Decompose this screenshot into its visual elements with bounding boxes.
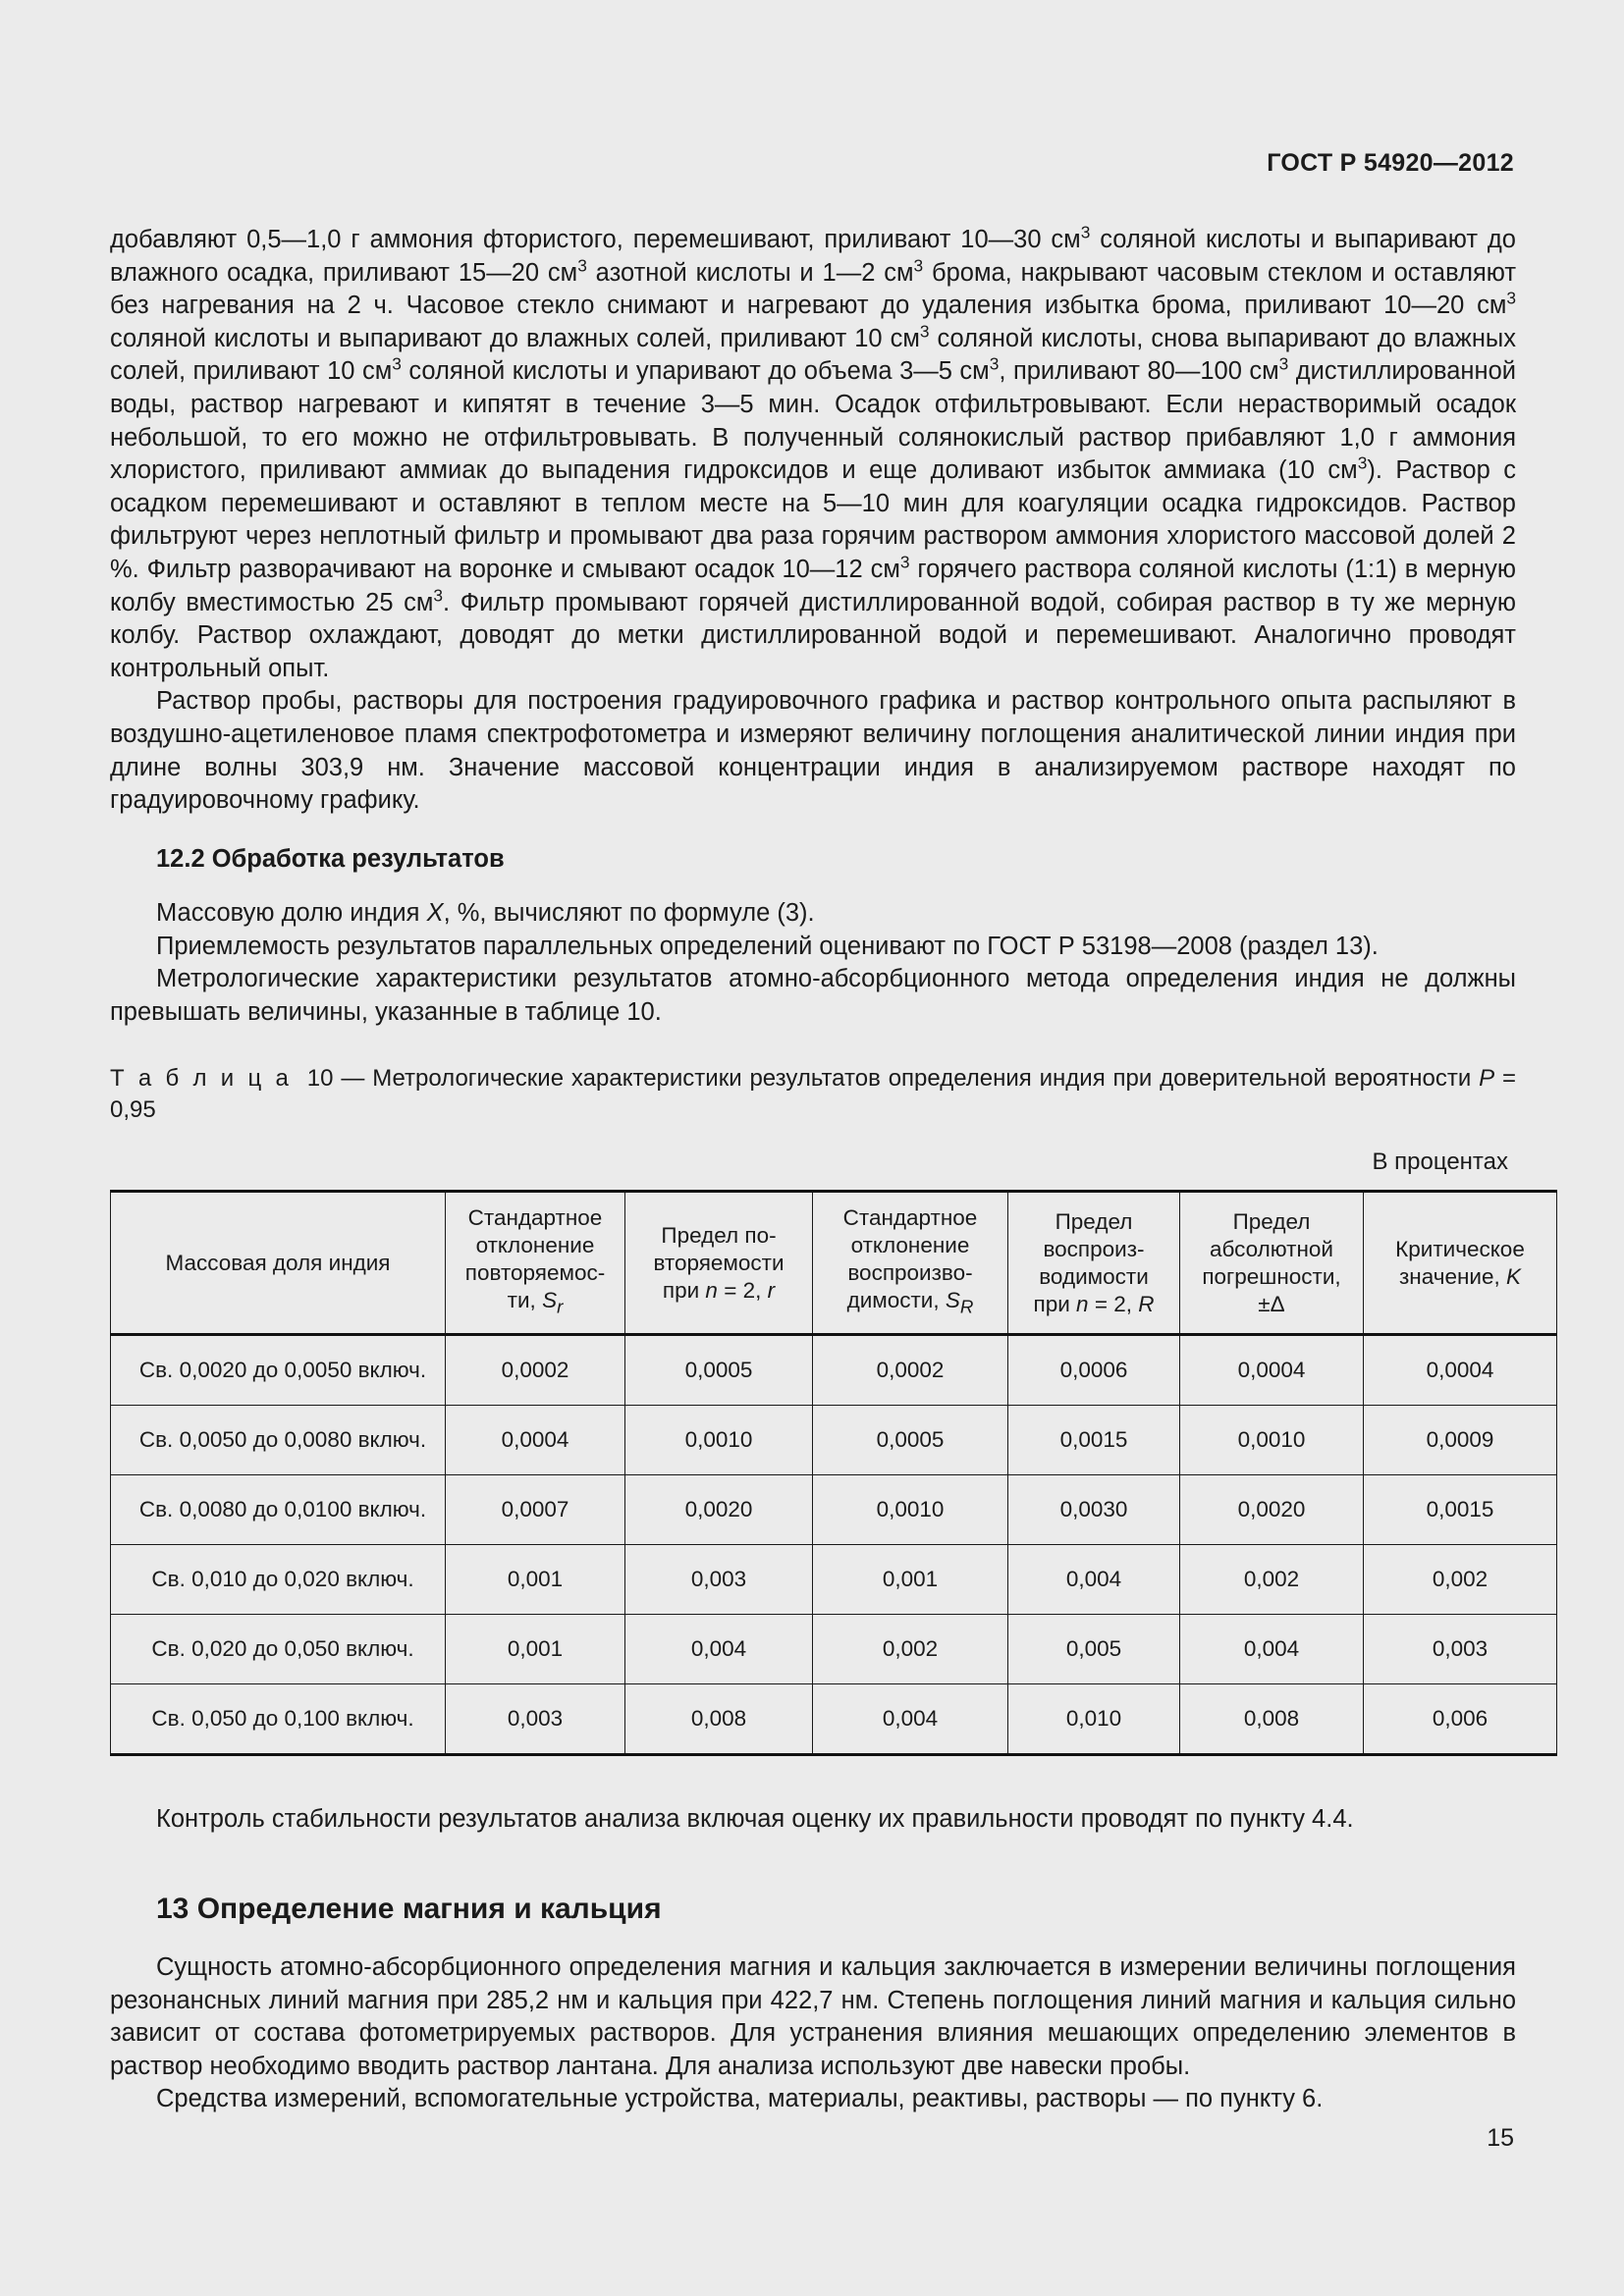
header-line-2: воспроиз- xyxy=(1043,1236,1145,1261)
page-number: 15 xyxy=(1487,2124,1514,2152)
paragraph-acceptability: Приемлемость результатов параллельных определений оценивают по ГОСТ Р 53198—2008 (раздел 13). xyxy=(156,932,1379,960)
header-line-3: погрешности, xyxy=(1202,1263,1341,1289)
table-cell-value: 0,004 xyxy=(1180,1614,1364,1683)
table-caption-tail: = 0,95 xyxy=(110,1064,1517,1123)
table-header-row xyxy=(111,1192,1557,1335)
section-heading-12-2: 12.2 Обработка результатов xyxy=(156,844,505,873)
table-row xyxy=(111,1334,1557,1405)
table-cell-value: 0,0009 xyxy=(1364,1405,1557,1474)
table-row xyxy=(111,1544,1557,1614)
table-cell-value: 0,0020 xyxy=(1180,1474,1364,1544)
table-cell-value: 0,002 xyxy=(1180,1544,1364,1614)
table-caption-number: 10 xyxy=(306,1064,334,1092)
table-header-row-group xyxy=(111,1192,1557,1335)
header-line-1: Критическое xyxy=(1395,1236,1525,1261)
variable-x: X xyxy=(426,899,444,928)
spacer-before-table-caption xyxy=(110,1030,1516,1063)
table-cell-value: 0,0030 xyxy=(1008,1474,1180,1544)
paragraph-stability-control: Контроль стабильности результатов анализа включая оценку их правильности проводят по пункту 4.4. xyxy=(156,1804,1354,1833)
header-line-1: Стандартное xyxy=(467,1205,603,1231)
table-cell-range: Св. 0,050 до 0,100 включ. xyxy=(111,1683,446,1754)
table-row xyxy=(111,1474,1557,1544)
table-cell-value: 0,0002 xyxy=(813,1334,1008,1405)
page-header-standard-number: ГОСТ Р 54920—2012 xyxy=(1267,149,1514,177)
table-cell-range: Св. 0,0080 до 0,0100 включ. xyxy=(111,1474,446,1544)
header-line-1: Предел xyxy=(1232,1208,1311,1234)
header-line-2: отклонение xyxy=(850,1233,970,1258)
table-cell-value: 0,0007 xyxy=(446,1474,625,1544)
header-line-3: водимости xyxy=(1039,1263,1149,1289)
header-line-3: повторяемос- xyxy=(464,1260,606,1286)
paragraph-magnesium-calcium-essence: Сущность атомно-абсорбционного определения магния и кальция заключается в измерении величины поглощения резонансных линий магния при 285,2 нм и кальция при 422,7 нм. Степень поглощения линий магния и кальция сильно зависит от состава фотометрируемых растворов. Для устранения влияния мешающих определению элементов в раствор необходимо вводить раствор лантана. Для анализа используют две навески пробы. xyxy=(110,1952,1516,2080)
paragraph-mass-fraction-formula xyxy=(110,897,1516,931)
table-cell-value: 0,005 xyxy=(1008,1614,1180,1683)
header-line-4: димости, $S_R$ xyxy=(846,1288,974,1317)
header-line-3: воспроизво- xyxy=(847,1260,973,1286)
table-cell-range: Св. 0,020 до 0,050 включ. xyxy=(111,1614,446,1683)
table-cell-value: 0,001 xyxy=(813,1544,1008,1614)
header-line-4: ти, $S_r$ xyxy=(507,1288,564,1317)
table-cell-value: 0,002 xyxy=(813,1614,1008,1683)
header-line-3: при n = 2, r xyxy=(662,1277,776,1303)
paragraph-metrological-characteristics: Метрологические характеристики результатов атомно-абсорбционного метода определения индия не должны превышать величины, указанные в таблице 10. xyxy=(110,965,1516,1027)
table-body xyxy=(111,1334,1557,1754)
header-line-4: при n = 2, R xyxy=(1033,1291,1155,1316)
header-line-2: отклонение xyxy=(475,1233,595,1258)
table-caption-text: — Метрологические характеристики результатов определения индия при доверительной вероятности xyxy=(341,1064,1480,1092)
para3-prefix: Массовую долю индия xyxy=(156,899,427,928)
header-line-2: значение, K xyxy=(1398,1263,1522,1289)
table-cell-value: 0,0010 xyxy=(813,1474,1008,1544)
table-cell-range: Св. 0,010 до 0,020 включ. xyxy=(111,1544,446,1614)
column-header-absolute-error-limit xyxy=(1180,1192,1364,1335)
table-10-caption xyxy=(110,1063,1516,1126)
table-cell-range: Св. 0,0050 до 0,0080 включ. xyxy=(111,1405,446,1474)
spacer-after-table xyxy=(110,1756,1516,1803)
header-line-1: Предел по- xyxy=(661,1222,777,1248)
paragraph-measurement-procedure: Раствор пробы, растворы для построения градуировочного графика и раствор контрольного опыта распыляют в воздушно-ацетиленовое пламя спектрофотометра и измеряют величину поглощения аналитической линии индия при длине волны 303,9 нм. Значение массовой концентрации индия в анализируемом растворе находят по градуировочному графику. xyxy=(110,687,1516,815)
column-header-reproducibility-limit xyxy=(1008,1192,1180,1335)
header-line-1: Стандартное xyxy=(842,1205,978,1231)
table-cell-value: 0,0005 xyxy=(625,1334,813,1405)
table-units-note: В процентах xyxy=(1372,1148,1508,1175)
table-cell-value: 0,003 xyxy=(625,1544,813,1614)
header-line-2: абсолютной xyxy=(1210,1236,1333,1261)
column-header-repeatability-limit xyxy=(625,1192,813,1335)
table-cell-value: 0,003 xyxy=(446,1683,625,1754)
header-line-4: ±Δ xyxy=(1258,1291,1285,1316)
table-row xyxy=(111,1614,1557,1683)
table-cell-value: 0,0010 xyxy=(625,1405,813,1474)
table-caption-label: Т а б л и ц а xyxy=(110,1064,293,1092)
paragraph-sample-preparation: добавляют 0,5—1,0 г аммония фтористого, перемешивают, приливают 10—30 $см^3$ соляной кислоты и выпаривают до влажного осадка, приливают 15—20 $см^3$ азотной кислоты и 1—2 $см^3$ брома, накрывают часовым стеклом и оставляют без нагревания на 2 ч. Часовое стекло снимают и нагревают до удаления избытка брома, приливают 10—20 $см^3$ соляной кислоты и выпаривают до влажных солей, приливают 10 $см^3$ соляной кислоты, снова выпаривают до влажных солей, приливают 10 $см^3$ соляной кислоты и упаривают до объема 3—5 $см^3$, приливают 80—100 $см^3$ дистиллированной воды, раствор нагревают и кипятят в течение 3—5 мин. Осадок отфильтровывают. Если нерастворимый осадок небольшой, то его можно не отфильтровывать. В полученный солянокислый раствор прибавляют 1,0 г аммония хлористого, приливают аммиак до выпадения гидроксидов и еще доливают избыток аммиака (10 $см^3$). Раствор с осадком перемешивают и оставляют в теплом месте на 5—10 мин для коагуляции осадка гидроксидов. Раствор фильтруют через неплотный фильтр и промывают два раза горячим раствором аммония хлористого массовой долей 2 %. Фильтр разворачивают на воронке и смывают осадок 10—12 $см^3$ горячего раствора соляной кислоты (1:1) в мерную колбу вместимостью 25 $см^3$. Фильтр промывают горячей дистиллированной водой, собирая раствор в ту же мерную колбу. Раствор охлаждают, доводят до метки дистиллированной водой и перемешивают. Аналогично проводят контрольный опыт. xyxy=(110,222,1517,682)
spacer-after-section-13 xyxy=(110,1926,1516,1951)
metrological-characteristics-table xyxy=(110,1190,1557,1756)
table-cell-value: 0,002 xyxy=(1364,1544,1557,1614)
table-cell-value: 0,008 xyxy=(625,1683,813,1754)
table-cell-value: 0,001 xyxy=(446,1614,625,1683)
table-cell-value: 0,0005 xyxy=(813,1405,1008,1474)
table-cell-value: 0,010 xyxy=(1008,1683,1180,1754)
paragraph-measuring-instruments: Средства измерений, вспомогательные устройства, материалы, реактивы, растворы — по пункту 6. xyxy=(156,2085,1324,2113)
table-cell-value: 0,0015 xyxy=(1008,1405,1180,1474)
column-header-mass-fraction xyxy=(111,1192,446,1335)
table-cell-value: 0,006 xyxy=(1364,1683,1557,1754)
table-cell-value: 0,001 xyxy=(446,1544,625,1614)
column-header-sd-repeatability xyxy=(446,1192,625,1335)
table-cell-value: 0,0002 xyxy=(446,1334,625,1405)
column-header-sd-reproducibility xyxy=(813,1192,1008,1335)
table-row xyxy=(111,1405,1557,1474)
table-cell-value: 0,0010 xyxy=(1180,1405,1364,1474)
variable-p: P xyxy=(1479,1064,1495,1092)
header-line-2: вторяемости xyxy=(653,1250,785,1275)
table-cell-value: 0,004 xyxy=(813,1683,1008,1754)
table-cell-value: 0,008 xyxy=(1180,1683,1364,1754)
table-cell-value: 0,0004 xyxy=(1364,1334,1557,1405)
table-cell-value: 0,004 xyxy=(625,1614,813,1683)
header-line-1: Предел xyxy=(1055,1208,1133,1234)
table-cell-value: 0,0004 xyxy=(446,1405,625,1474)
para3-suffix: , %, вычисляют по формуле (3). xyxy=(443,899,815,928)
table-cell-range: Св. 0,0020 до 0,0050 включ. xyxy=(111,1334,446,1405)
table-cell-value: 0,0006 xyxy=(1008,1334,1180,1405)
section-heading-13: 13 Определение магния и кальция xyxy=(156,1893,662,1926)
table-cell-value: 0,0020 xyxy=(625,1474,813,1544)
table-cell-value: 0,004 xyxy=(1008,1544,1180,1614)
table-cell-value: 0,0015 xyxy=(1364,1474,1557,1544)
table-cell-value: 0,0004 xyxy=(1180,1334,1364,1405)
page-body xyxy=(110,222,1525,2116)
spacer-before-section-13 xyxy=(110,1836,1516,1893)
table-row xyxy=(111,1683,1557,1754)
table-cell-value: 0,003 xyxy=(1364,1614,1557,1683)
column-header-critical-value xyxy=(1364,1192,1557,1335)
header-line-1: Массовая доля индия xyxy=(165,1250,391,1275)
